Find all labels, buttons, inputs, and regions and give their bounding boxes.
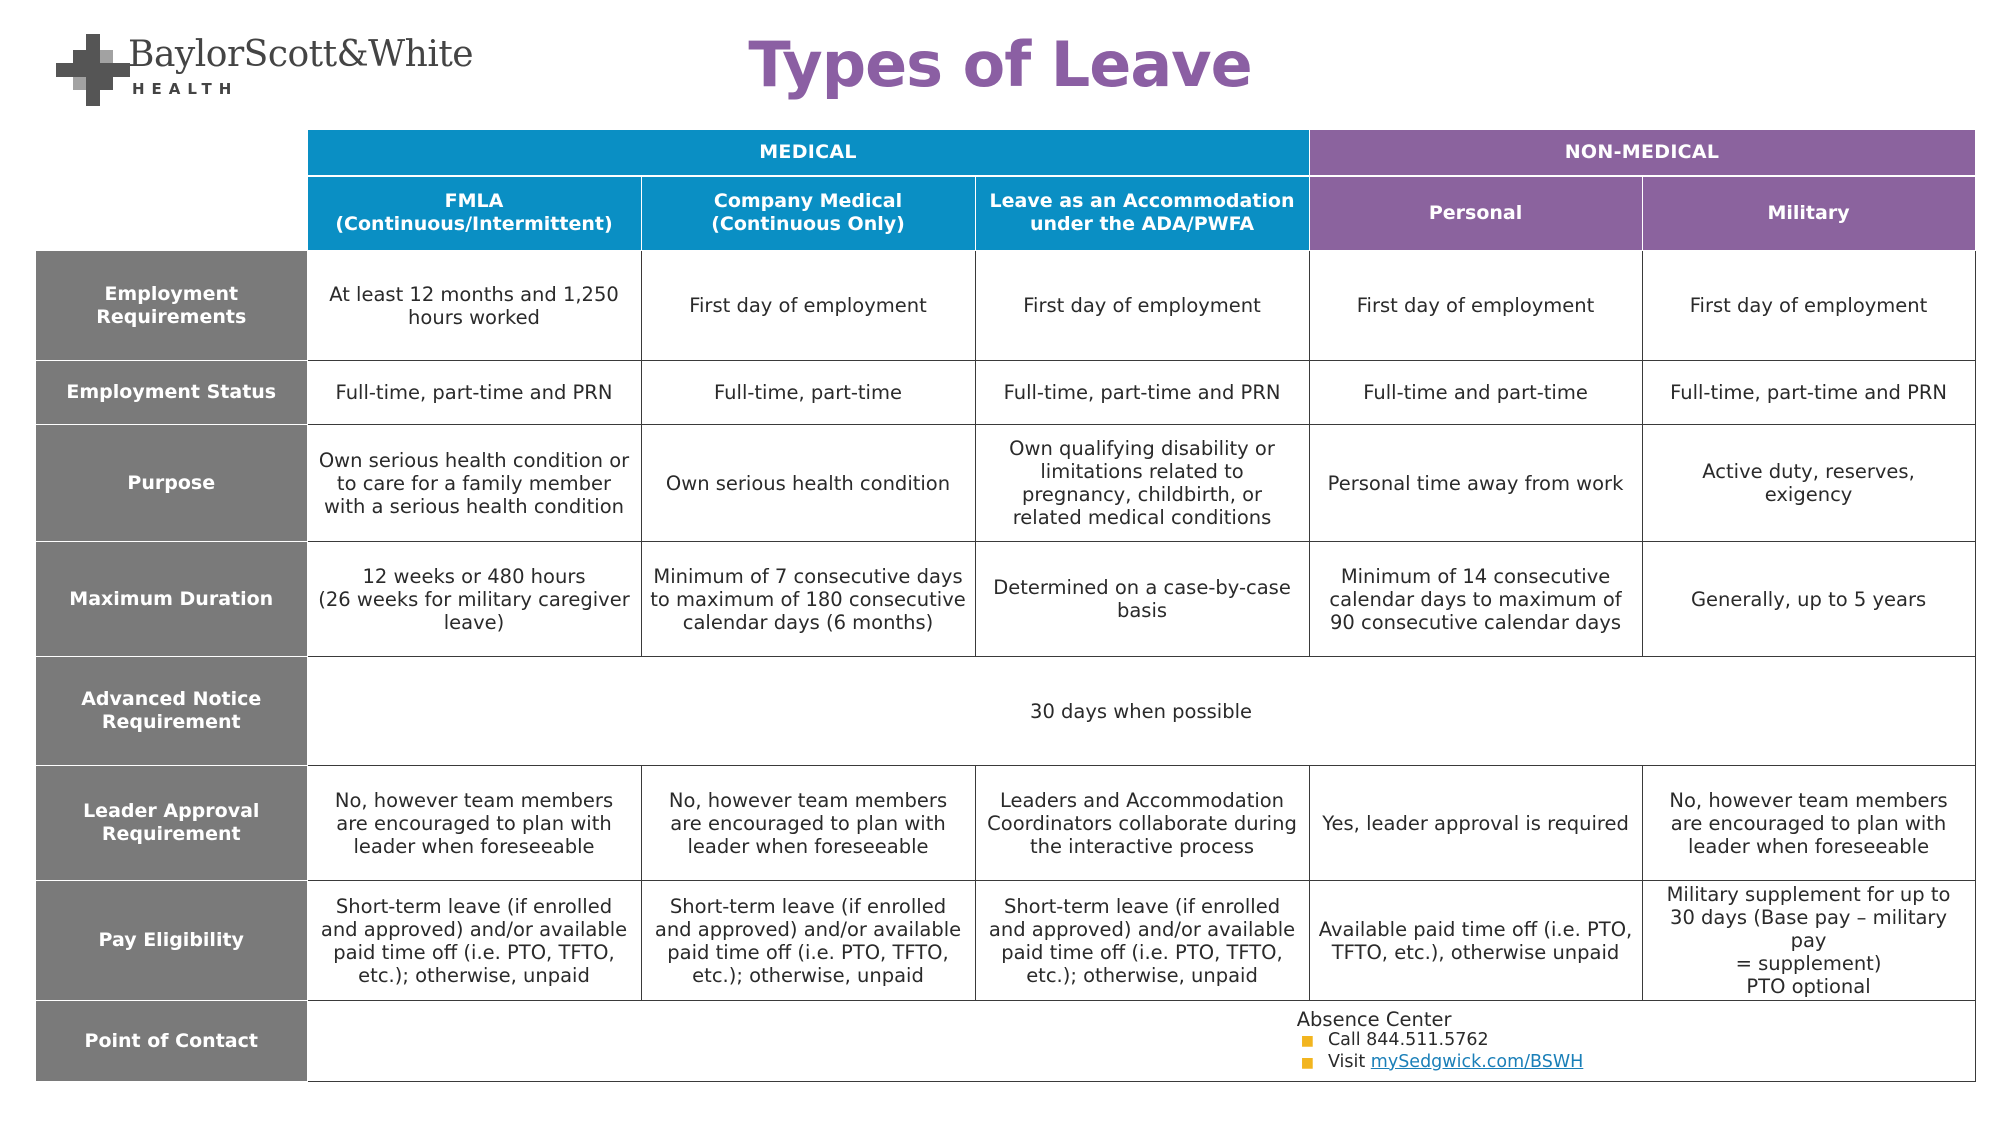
cell-line: leader when foreseeable <box>353 834 595 858</box>
cell-line: etc.); otherwise, unpaid <box>692 963 924 987</box>
column-header-line: under the ADA/PWFA <box>1029 213 1255 236</box>
cell-line: and approved) and/or available <box>988 917 1296 941</box>
cell-fmla <box>307 425 641 542</box>
cell-personal <box>1309 361 1642 425</box>
cell-line: and approved) and/or available <box>320 917 628 941</box>
cell-line: etc.); otherwise, unpaid <box>358 963 590 987</box>
cell-fmla <box>307 361 641 425</box>
column-header-accommodation <box>975 176 1309 251</box>
cell-company-medical <box>641 425 975 542</box>
cell-company-medical <box>641 542 975 657</box>
column-header-fmla <box>307 176 641 251</box>
cell-line: Own serious health condition <box>665 471 951 495</box>
cell-line: Generally, up to 5 years <box>1690 587 1927 611</box>
table-row <box>36 881 1975 1001</box>
cell-line: At least 12 months and 1,250 <box>329 282 619 306</box>
cell-line: Full-time, part-time and PRN <box>1003 381 1281 404</box>
cell-line: Determined on a case-by-case <box>993 576 1291 599</box>
cell-line: Personal time away from work <box>1327 471 1624 495</box>
row-header <box>36 361 307 425</box>
cell-military <box>1642 542 1975 657</box>
span-cell: 30 days when possible <box>307 657 1975 766</box>
cell-line: Coordinators collaborate during <box>987 811 1297 835</box>
cell-line: limitations related to <box>1040 460 1244 483</box>
cell-military <box>1642 766 1975 881</box>
contact-heading: Absence Center <box>1296 1007 1452 1031</box>
cell-fmla <box>307 542 641 657</box>
page-title: Types of Leave <box>748 28 1252 101</box>
cell-line: leader when foreseeable <box>1687 834 1930 858</box>
column-header-line: Company Medical <box>713 190 903 213</box>
row-header-line: Maximum Duration <box>69 587 274 610</box>
cell-line: Full-time, part-time and PRN <box>1670 381 1947 404</box>
cell-accommodation <box>975 361 1309 425</box>
cell-line: paid time off (i.e. PTO, TFTO, <box>667 940 949 964</box>
cell-line: Leaders and Accommodation <box>999 788 1285 812</box>
row-header <box>36 542 307 657</box>
cell-fmla <box>307 766 641 881</box>
cell-line: Short-term leave (if enrolled <box>669 894 947 918</box>
row-header <box>36 251 307 361</box>
cell-company-medical <box>641 766 975 881</box>
table-row <box>36 766 1975 881</box>
brand-sub: HEALTH <box>132 80 239 98</box>
group-header-medical: MEDICAL <box>307 130 1309 176</box>
table-row-point-of-contact <box>36 1001 1975 1082</box>
table-row <box>36 425 1975 542</box>
cell-line: First day of employment <box>689 294 927 317</box>
contact-call-text: Call 844.511.5762 <box>1327 1029 1489 1050</box>
row-header <box>36 425 307 542</box>
cell-line: Short-term leave (if enrolled <box>335 894 613 918</box>
cell-line: with a serious health condition <box>323 494 625 518</box>
cell-line: to maximum of 180 consecutive <box>650 587 966 611</box>
cell-company-medical <box>641 251 975 361</box>
row-header-line: Leader Approval <box>83 800 260 822</box>
bullet-icon: ■ <box>1300 1054 1314 1071</box>
row-header-line: Requirement <box>101 711 241 733</box>
cell-line: pregnancy, childbirth, or <box>1021 483 1263 506</box>
table-row <box>36 542 1975 657</box>
cell-line: Short-term leave (if enrolled <box>1003 894 1281 918</box>
cell-personal <box>1309 881 1642 1001</box>
column-header-personal <box>1309 176 1642 251</box>
row-header <box>36 766 307 881</box>
table-body <box>36 251 1975 1082</box>
cell-line: related medical conditions <box>1012 506 1272 529</box>
table-row <box>36 251 1975 361</box>
cell-line: leave) <box>443 610 505 634</box>
cell-military <box>1642 881 1975 1001</box>
cell-line: No, however team members <box>1669 788 1948 812</box>
cell-fmla <box>307 251 641 361</box>
cell-line: Minimum of 7 consecutive days <box>653 564 963 588</box>
cell-accommodation <box>975 881 1309 1001</box>
cell-line: calendar days (6 months) <box>682 610 934 634</box>
cell-line: 90 consecutive calendar days <box>1329 610 1622 634</box>
cell-line: First day of employment <box>1689 294 1928 317</box>
table-corner <box>36 176 307 251</box>
cell-line: and approved) and/or available <box>654 917 962 941</box>
cell-line: (26 weeks for military caregiver <box>318 587 630 611</box>
baylor-cross-icon <box>56 34 138 106</box>
cell-personal <box>1309 251 1642 361</box>
cell-line: leader when foreseeable <box>687 834 929 858</box>
sedgwick-link[interactable]: mySedgwick.com/BSWH <box>1370 1051 1584 1072</box>
table-corner <box>36 130 307 176</box>
row-header-line: Requirement <box>101 823 241 845</box>
cell-military <box>1642 361 1975 425</box>
cell-line: First day of employment <box>1023 294 1261 317</box>
contact-block <box>1297 1009 1584 1074</box>
cell-line: the interactive process <box>1029 834 1255 858</box>
cell-company-medical <box>641 361 975 425</box>
cell-line: Yes, leader approval is required <box>1322 811 1629 835</box>
contact-cell <box>307 1001 1975 1082</box>
cell-line: exigency <box>1764 483 1853 506</box>
cell-line: paid time off (i.e. PTO, TFTO, <box>1001 940 1283 964</box>
cell-line: Minimum of 14 consecutive <box>1340 564 1611 588</box>
cell-military <box>1642 425 1975 542</box>
row-header-line: Requirements <box>96 305 247 328</box>
cell-line: Own serious health condition or <box>318 448 630 472</box>
cell-line: No, however team members <box>668 788 948 812</box>
bullet-icon: ■ <box>1300 1032 1314 1049</box>
cell-accommodation <box>975 425 1309 542</box>
row-header-line: Advanced Notice <box>81 688 262 710</box>
column-header-military <box>1642 176 1975 251</box>
cell-personal <box>1309 542 1642 657</box>
brand-logo <box>56 34 474 110</box>
cell-accommodation <box>975 251 1309 361</box>
column-header-line: Leave as an Accommodation <box>989 190 1295 213</box>
cell-personal <box>1309 425 1642 542</box>
row-header <box>36 657 307 766</box>
leave-types-table <box>36 129 1976 1082</box>
column-header-line: Military <box>1767 201 1850 224</box>
cell-line: No, however team members <box>334 788 614 812</box>
cell-line: hours worked <box>408 305 540 329</box>
column-header-line: (Continuous Only) <box>711 213 905 236</box>
table-row <box>36 361 1975 425</box>
cell-military <box>1642 251 1975 361</box>
row-header-line: Employment Status <box>66 381 277 403</box>
cell-personal <box>1309 766 1642 881</box>
cell-line: TFTO, etc.), otherwise unpaid <box>1331 940 1620 964</box>
cell-line: calendar days to maximum of <box>1329 587 1622 611</box>
cell-line: are encouraged to plan with <box>670 811 946 835</box>
column-header-line: Personal <box>1428 201 1523 224</box>
brand-name: BaylorScott&White <box>128 34 474 75</box>
cell-line: 30 days (Base pay – military pay <box>1670 906 1947 952</box>
cell-accommodation <box>975 542 1309 657</box>
row-header: Point of Contact <box>36 1001 307 1082</box>
column-header-line: FMLA <box>444 190 504 213</box>
cell-company-medical <box>641 881 975 1001</box>
cell-line: Available paid time off (i.e. PTO, <box>1318 917 1633 941</box>
row-header-line: Employment <box>104 282 239 305</box>
cell-line: 12 weeks or 480 hours <box>362 564 586 588</box>
cell-line: are encouraged to plan with <box>1670 811 1947 835</box>
contact-visit-item <box>1297 1052 1584 1074</box>
cell-line: to care for a family member <box>336 471 612 495</box>
cell-line: Full-time, part-time and PRN <box>335 381 613 404</box>
cell-line: Full-time and part-time <box>1363 381 1588 404</box>
cell-line: are encouraged to plan with <box>336 811 612 835</box>
cell-line: = supplement) <box>1735 952 1882 975</box>
row-header <box>36 881 307 1001</box>
cell-line: Active duty, reserves, <box>1702 460 1915 483</box>
table-row <box>36 657 1975 766</box>
column-header-line: (Continuous/Intermittent) <box>335 213 613 236</box>
cell-line: Military supplement for up to <box>1666 883 1951 906</box>
cell-line: PTO optional <box>1746 975 1871 998</box>
cell-line: basis <box>1116 599 1168 622</box>
cell-line: paid time off (i.e. PTO, TFTO, <box>333 940 615 964</box>
row-header-line: Purpose <box>127 471 216 494</box>
cell-line: etc.); otherwise, unpaid <box>1026 963 1258 987</box>
cell-line: Full-time, part-time <box>714 381 902 404</box>
cell-line: Own qualifying disability or <box>1009 437 1275 460</box>
group-header-non-medical: NON-MEDICAL <box>1309 130 1975 176</box>
cell-line: First day of employment <box>1356 294 1595 317</box>
cell-fmla <box>307 881 641 1001</box>
row-header-line: Pay Eligibility <box>98 929 244 951</box>
column-header-company-medical <box>641 176 975 251</box>
cell-accommodation <box>975 766 1309 881</box>
contact-visit-prefix: Visit <box>1327 1051 1371 1072</box>
contact-call-item <box>1297 1030 1584 1052</box>
